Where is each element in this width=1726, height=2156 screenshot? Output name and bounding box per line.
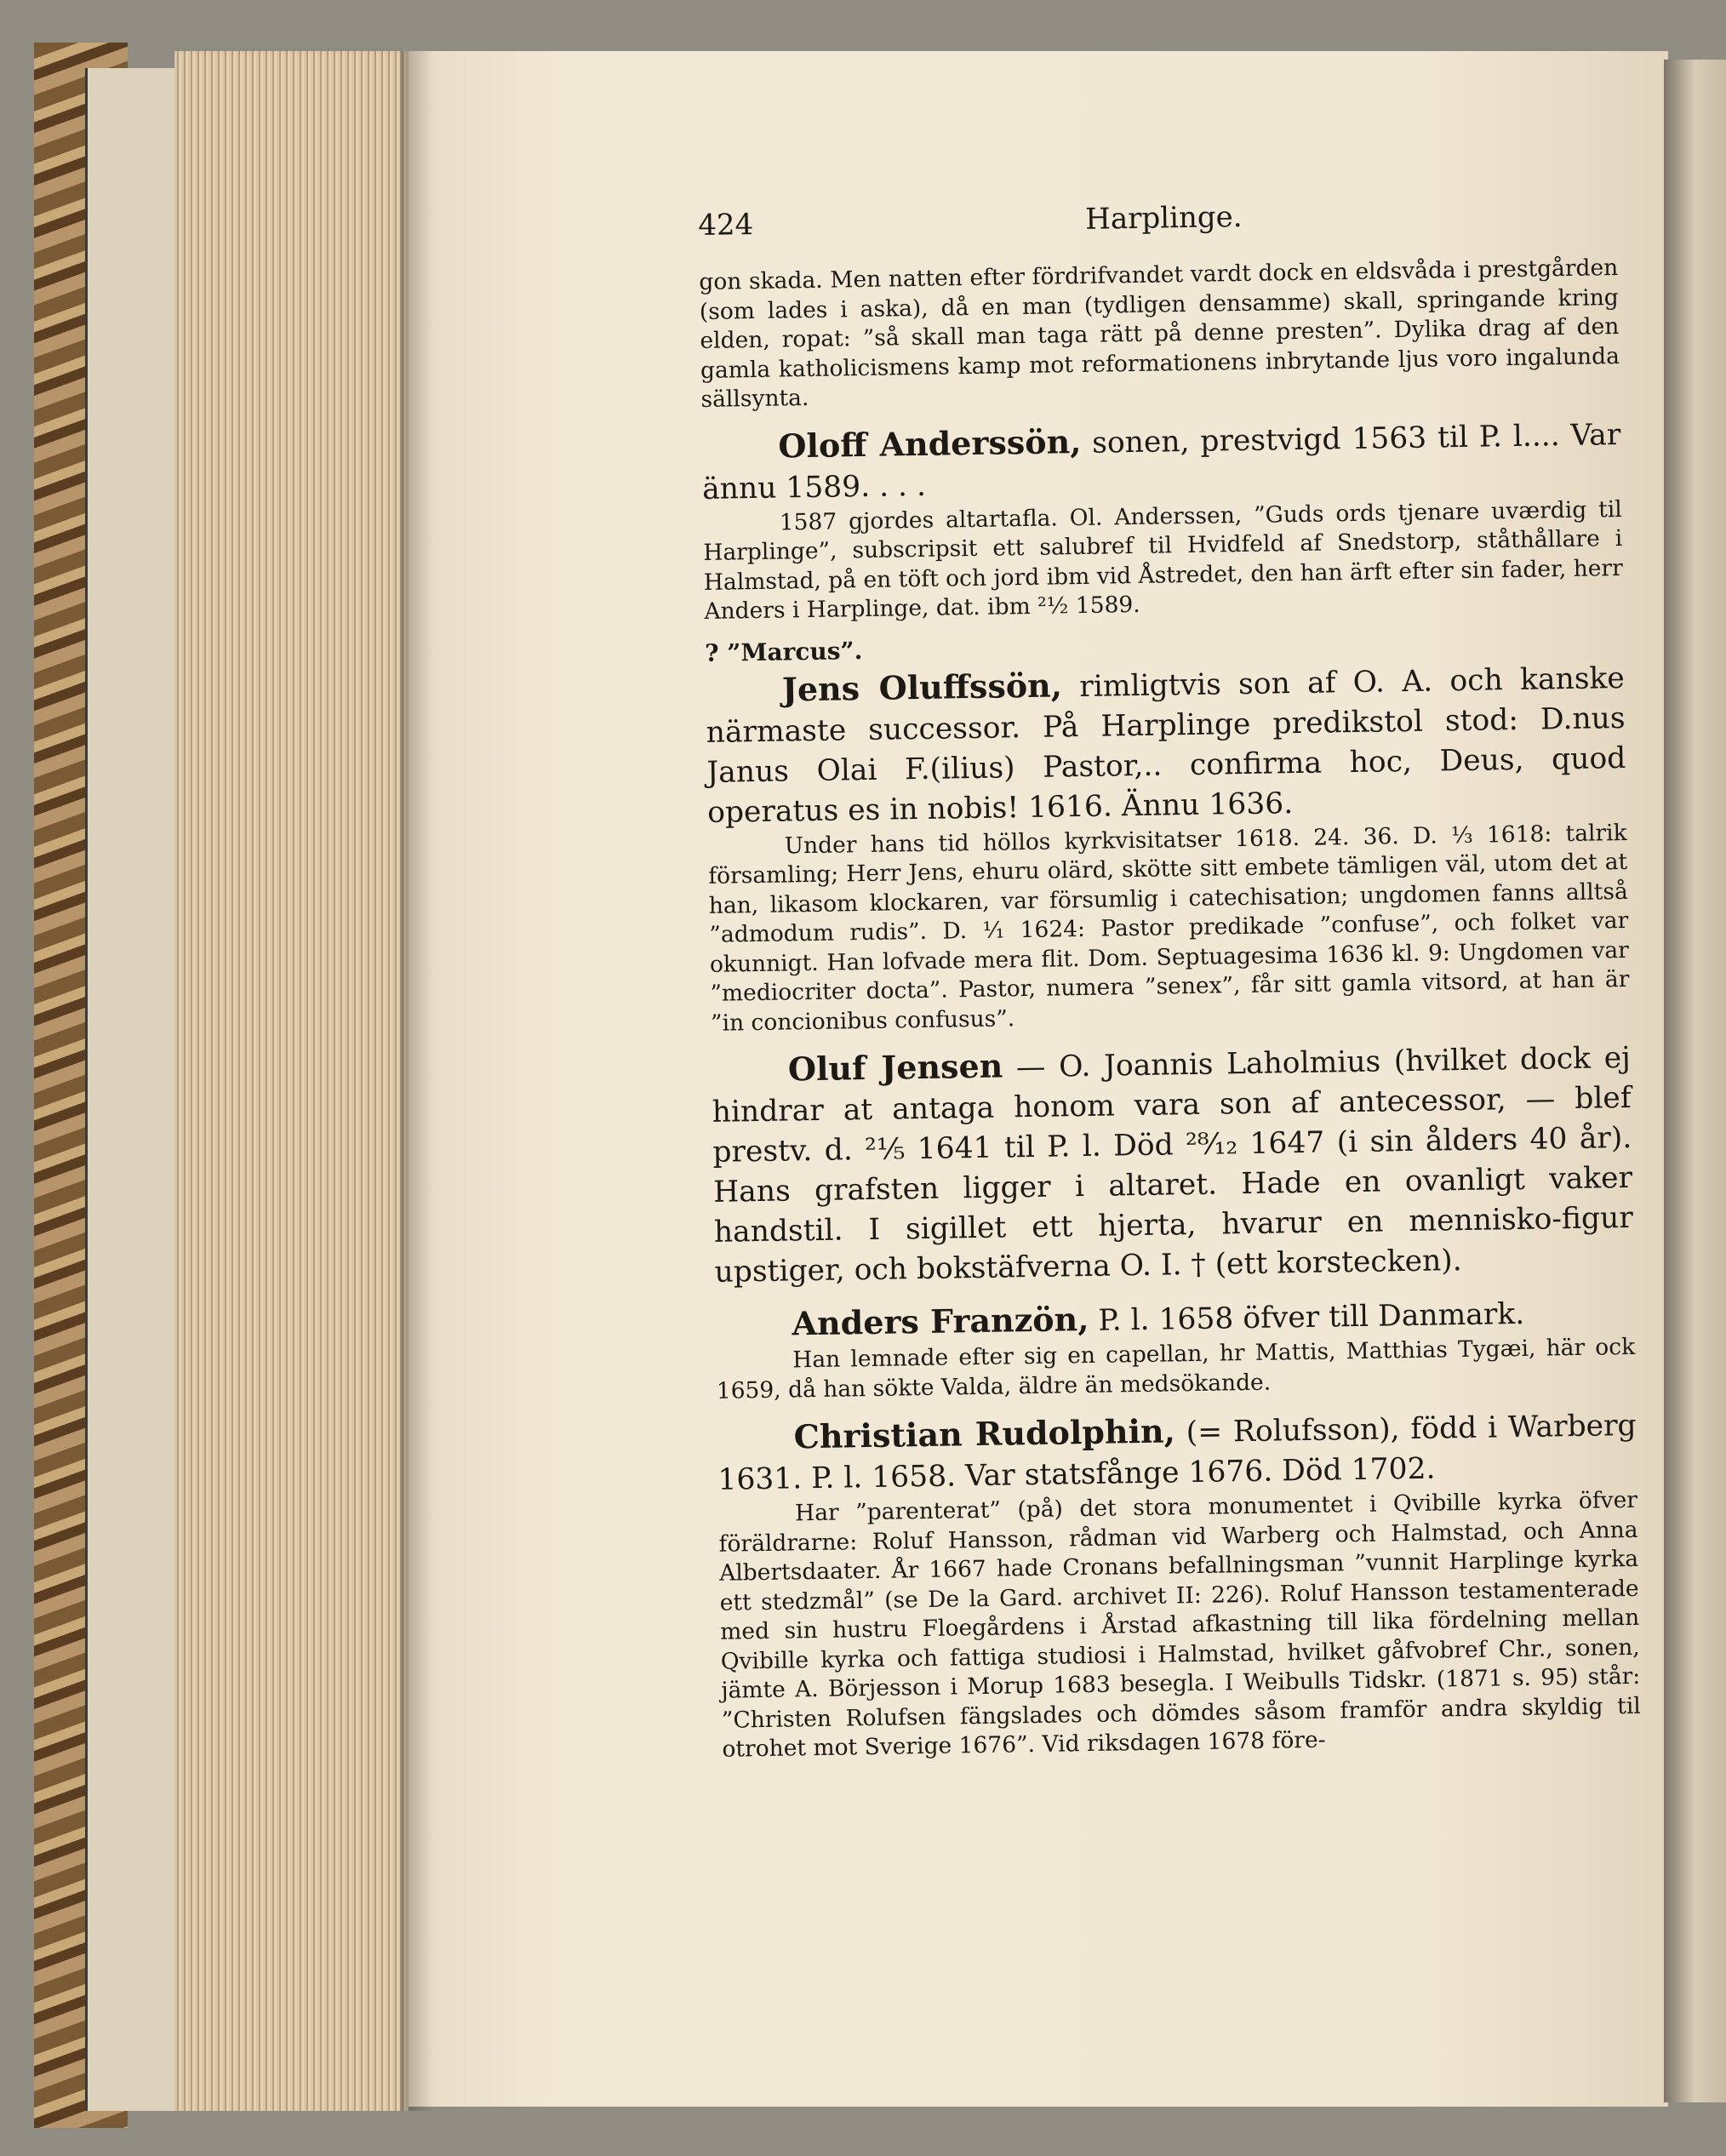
entry-name: Oloff Anderssön, [778,421,1082,466]
entry-main: sonen, prestvigd 1563 til P. l.... Var ännu 1589. . . . [701,417,1621,506]
entry-jens-oluffsson [706,655,1627,832]
facing-page-edge [1664,60,1726,2102]
entry-oluf-jensen [712,1036,1634,1293]
entry-main: P. l. 1658 öfver till Danmark. [1089,1296,1525,1338]
intro-paragraph: gon skada. Men natten efter fördrifvandet vardt dock en eldsvåda i prestgården (som lades i aska), då en man (tydligen densamme) skall, springande kring elden, ropat: ”så skall man taga rätt på denne presten”. Dylika drag af den gamla katholicismens kamp mot reformationens inbrytande ljus voro ingalunda sällsynta. [699,254,1620,413]
entry-main: — O. Joannis Laholmius (hvilket dock ej hindrar at antaga honom vara son af antecessor, — blef prestv. d. ²¹⁄₅ 1641 til P. l. Död ²⁸⁄₁₂ 1647 (i sin ålders 40 år). Hans grafsten ligger i altaret. Hade en ovanligt vaker handstil. I sigillet ett hjerta, hvarur en mennisko-figur upstiger, och bokstäfverna O. I. † (ett korstecken). [712,1040,1634,1290]
entry-main: (= Rolufsson), född i Warberg 1631. P. l. 1658. Var statsfånge 1676. Död 1702. [717,1408,1637,1497]
entry-name: Oluf Jensen [787,1046,1003,1089]
entry-note: Har ”parenterat” (på) det stora monumentet i Qvibille kyrka öfver föräldrarne: Roluf Hansson, rådman vid Warberg och Halmstad, och Anna Albertsdaater. År 1667 hade Cronans befallningsman ”vunnit Harplinge kyrka ett stedzmål” (se De la Gard. archivet II: 226). Roluf Hansson testamenterade med sin hustru Floegårdens i Årstad afkastning till lika fördelning mellan Qvibille kyrka och fattiga studiosi i Halmstad, hvilket gåfvobref Chr., sonen, jämte A. Börjesson i Morup 1683 besegla. I Weibulls Tidskr. (1871 s. 95) står: ”Christen Rolufsen fängslades och dömdes såsom framför andra skyldig til otrohet mot Sverige 1676”. Vid riksdagen 1678 före- [718,1486,1642,1763]
page-edges [174,51,409,2111]
entry-christian-rudolphin [717,1404,1637,1501]
entry-marcus: ? ”Marcus”. [704,636,863,667]
gutter-shadow [400,51,434,2111]
page-title: Harplinge. [1084,199,1243,237]
entry-oloff-andersson [701,413,1621,510]
entry-main: rimligtvis son af O. A. och kanske närmaste successor. På Harplinge predikstol stod: D.nus Janus Olai F.(ilius) Pastor,.. confirma hoc, Deus, quod operatus es in nobis! 1616. Ännu 1636. [706,661,1626,830]
entry-name: Jens Oluffssön, [781,665,1063,709]
entry-note: 1587 gjordes altartafla. Ol. Anderssen, ”Guds ords tjenare uværdig til Harplinge”, subscripsit ett salubref til Hvidfeld af Snedstorp, ståthållare i Halmstad, på en töft och jord ibm vid Åstredet, den han ärft efter sin fader, herr Anders i Harplinge, dat. ibm ²¹⁄₂ 1589. [703,495,1624,625]
page-text [698,194,1642,1764]
page-number: 424 [698,207,754,243]
entry-name: Anders Franzön, [792,1299,1089,1343]
entry-note: Under hans tid höllos kyrkvisitatser 1618. 24. 36. D. ¹⁄₃ 1618: talrik församling; Herr Jens, ehuru olärd, skötte sitt embete tämligen väl, utom det at han, likasom klockaren, var försumlig i catechisation; ungdomen fanns alltså ”admodum rudis”. D. ¹⁄₁ 1624: Pastor predikade ”confuse”, och folket var okunnigt. Han lofvade mera flit. Dom. Septuagesima 1636 kl. 9: Ungdomen var ”mediocriter docta”. Pastor, numera ”senex”, får sitt gamla vitsord, at han är ”in concionibus confusus”. [708,819,1630,1037]
entry-note: Han lemnade efter sig en capellan, hr Mattis, Matthias Tygæi, här ock 1659, då han sökte Valda, äldre än medsökande. [716,1333,1636,1404]
entry-name: Christian Rudolphin, [793,1411,1176,1456]
